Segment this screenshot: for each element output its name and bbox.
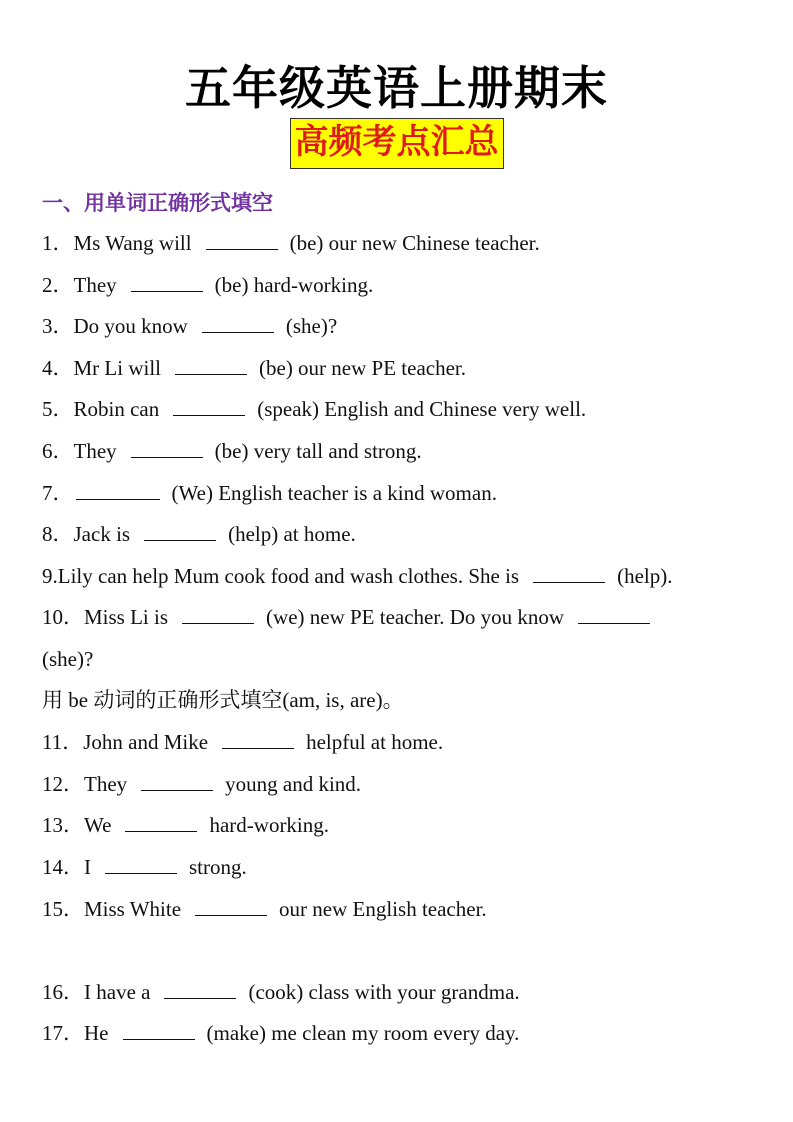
question-text-after: (be) our new PE teacher. <box>259 356 466 380</box>
question-number: 5． <box>42 397 74 421</box>
question-number: 14． <box>42 855 84 879</box>
answer-blank[interactable] <box>182 604 254 624</box>
question-text-after: (she)? <box>285 314 338 338</box>
question-text-before: John and Mike <box>83 730 209 754</box>
answer-blank[interactable] <box>125 812 197 832</box>
question-14 <box>42 853 247 881</box>
subtitle-wrap <box>0 118 793 169</box>
question-text-before: Jack is <box>73 522 131 546</box>
answer-blank[interactable] <box>173 396 245 416</box>
question-text-before: Lily can help Mum cook food and wash clothes. She is <box>57 564 520 588</box>
instruction-text: 用 be 动词的正确形式填空(am, is, are)。 <box>42 688 404 712</box>
question-number: 11． <box>42 730 84 754</box>
answer-blank[interactable] <box>533 563 605 583</box>
question-text-before: He <box>84 1021 109 1045</box>
answer-blank[interactable] <box>578 604 650 624</box>
question-text-before: Do you know <box>73 314 188 338</box>
question-text-after: (help) at home. <box>228 522 356 546</box>
question-number: 3． <box>42 314 74 338</box>
page-title: 五年级英语上册期末 <box>185 61 608 115</box>
question-number: 7． <box>42 481 74 505</box>
question-number: 1． <box>42 231 74 255</box>
question-text-after: young and kind. <box>225 772 362 796</box>
question-4 <box>42 354 466 382</box>
answer-blank[interactable] <box>131 272 203 292</box>
answer-blank[interactable] <box>76 480 160 500</box>
question-number: 8． <box>42 522 74 546</box>
question-text-after: (be) very tall and strong. <box>214 439 422 463</box>
question-text-before: Ms Wang will <box>73 231 192 255</box>
question-text-after: helpful at home. <box>306 730 444 754</box>
question-12 <box>42 770 361 798</box>
question-8 <box>42 520 356 548</box>
answer-blank[interactable] <box>202 313 274 333</box>
question-text-middle: (we) new PE teacher. Do you know <box>266 605 565 629</box>
answer-blank[interactable] <box>206 230 278 250</box>
question-number: 16． <box>42 980 84 1004</box>
question-15 <box>42 895 487 923</box>
question-number: 17． <box>42 1021 84 1045</box>
question-number: 9. <box>42 564 58 588</box>
subtitle-badge: 高频考点汇总 <box>290 118 504 169</box>
question-text-before: Mr Li will <box>73 356 161 380</box>
question-text-after: (make) me clean my room every day. <box>206 1021 520 1045</box>
answer-blank[interactable] <box>195 896 267 916</box>
question-10-continuation <box>42 645 93 673</box>
question-11 <box>42 728 443 756</box>
question-text-before: They <box>84 772 128 796</box>
question-text-before: Robin can <box>73 397 160 421</box>
answer-blank[interactable] <box>141 771 213 791</box>
question-13 <box>42 811 329 839</box>
question-number: 6． <box>42 439 74 463</box>
question-number: 10． <box>42 605 84 629</box>
question-9 <box>42 562 673 590</box>
answer-blank[interactable] <box>175 355 247 375</box>
answer-blank[interactable] <box>164 979 236 999</box>
question-7 <box>42 479 497 507</box>
question-3 <box>42 312 337 340</box>
question-text-after: hard-working. <box>209 813 330 837</box>
question-2 <box>42 271 373 299</box>
question-text-after: (We) English teacher is a kind woman. <box>171 481 497 505</box>
question-6 <box>42 437 422 465</box>
question-number: 2． <box>42 273 74 297</box>
question-text-before: They <box>73 273 117 297</box>
answer-blank[interactable] <box>222 729 294 749</box>
question-text-after: (be) our new Chinese teacher. <box>289 231 540 255</box>
question-text-before: Miss White <box>84 897 182 921</box>
question-text-before: They <box>73 439 117 463</box>
question-text-before: We <box>84 813 112 837</box>
question-text-after: (help). <box>617 564 673 588</box>
question-16 <box>42 978 520 1006</box>
instruction-line <box>42 686 404 714</box>
answer-blank[interactable] <box>123 1020 195 1040</box>
question-text-before: Miss Li is <box>84 605 169 629</box>
question-17 <box>42 1019 519 1047</box>
question-1 <box>42 229 540 257</box>
answer-blank[interactable] <box>144 521 216 541</box>
question-number: 15． <box>42 897 84 921</box>
question-text-after: (be) hard-working. <box>214 273 374 297</box>
question-text-after: (cook) class with your grandma. <box>248 980 520 1004</box>
section-heading: 一、用单词正确形式填空 <box>42 191 273 215</box>
question-text-before: I <box>84 855 91 879</box>
question-number: 4． <box>42 356 74 380</box>
question-text-after: (speak) English and Chinese very well. <box>257 397 587 421</box>
question-text-after: our new English teacher. <box>279 897 487 921</box>
question-text-before: I have a <box>84 980 151 1004</box>
question-text-continuation: (she)? <box>42 647 94 671</box>
question-number: 12． <box>42 772 84 796</box>
question-5 <box>42 395 586 423</box>
question-text-after: strong. <box>189 855 247 879</box>
question-number: 13． <box>42 813 84 837</box>
question-10 <box>42 603 662 631</box>
answer-blank[interactable] <box>105 854 177 874</box>
answer-blank[interactable] <box>131 438 203 458</box>
